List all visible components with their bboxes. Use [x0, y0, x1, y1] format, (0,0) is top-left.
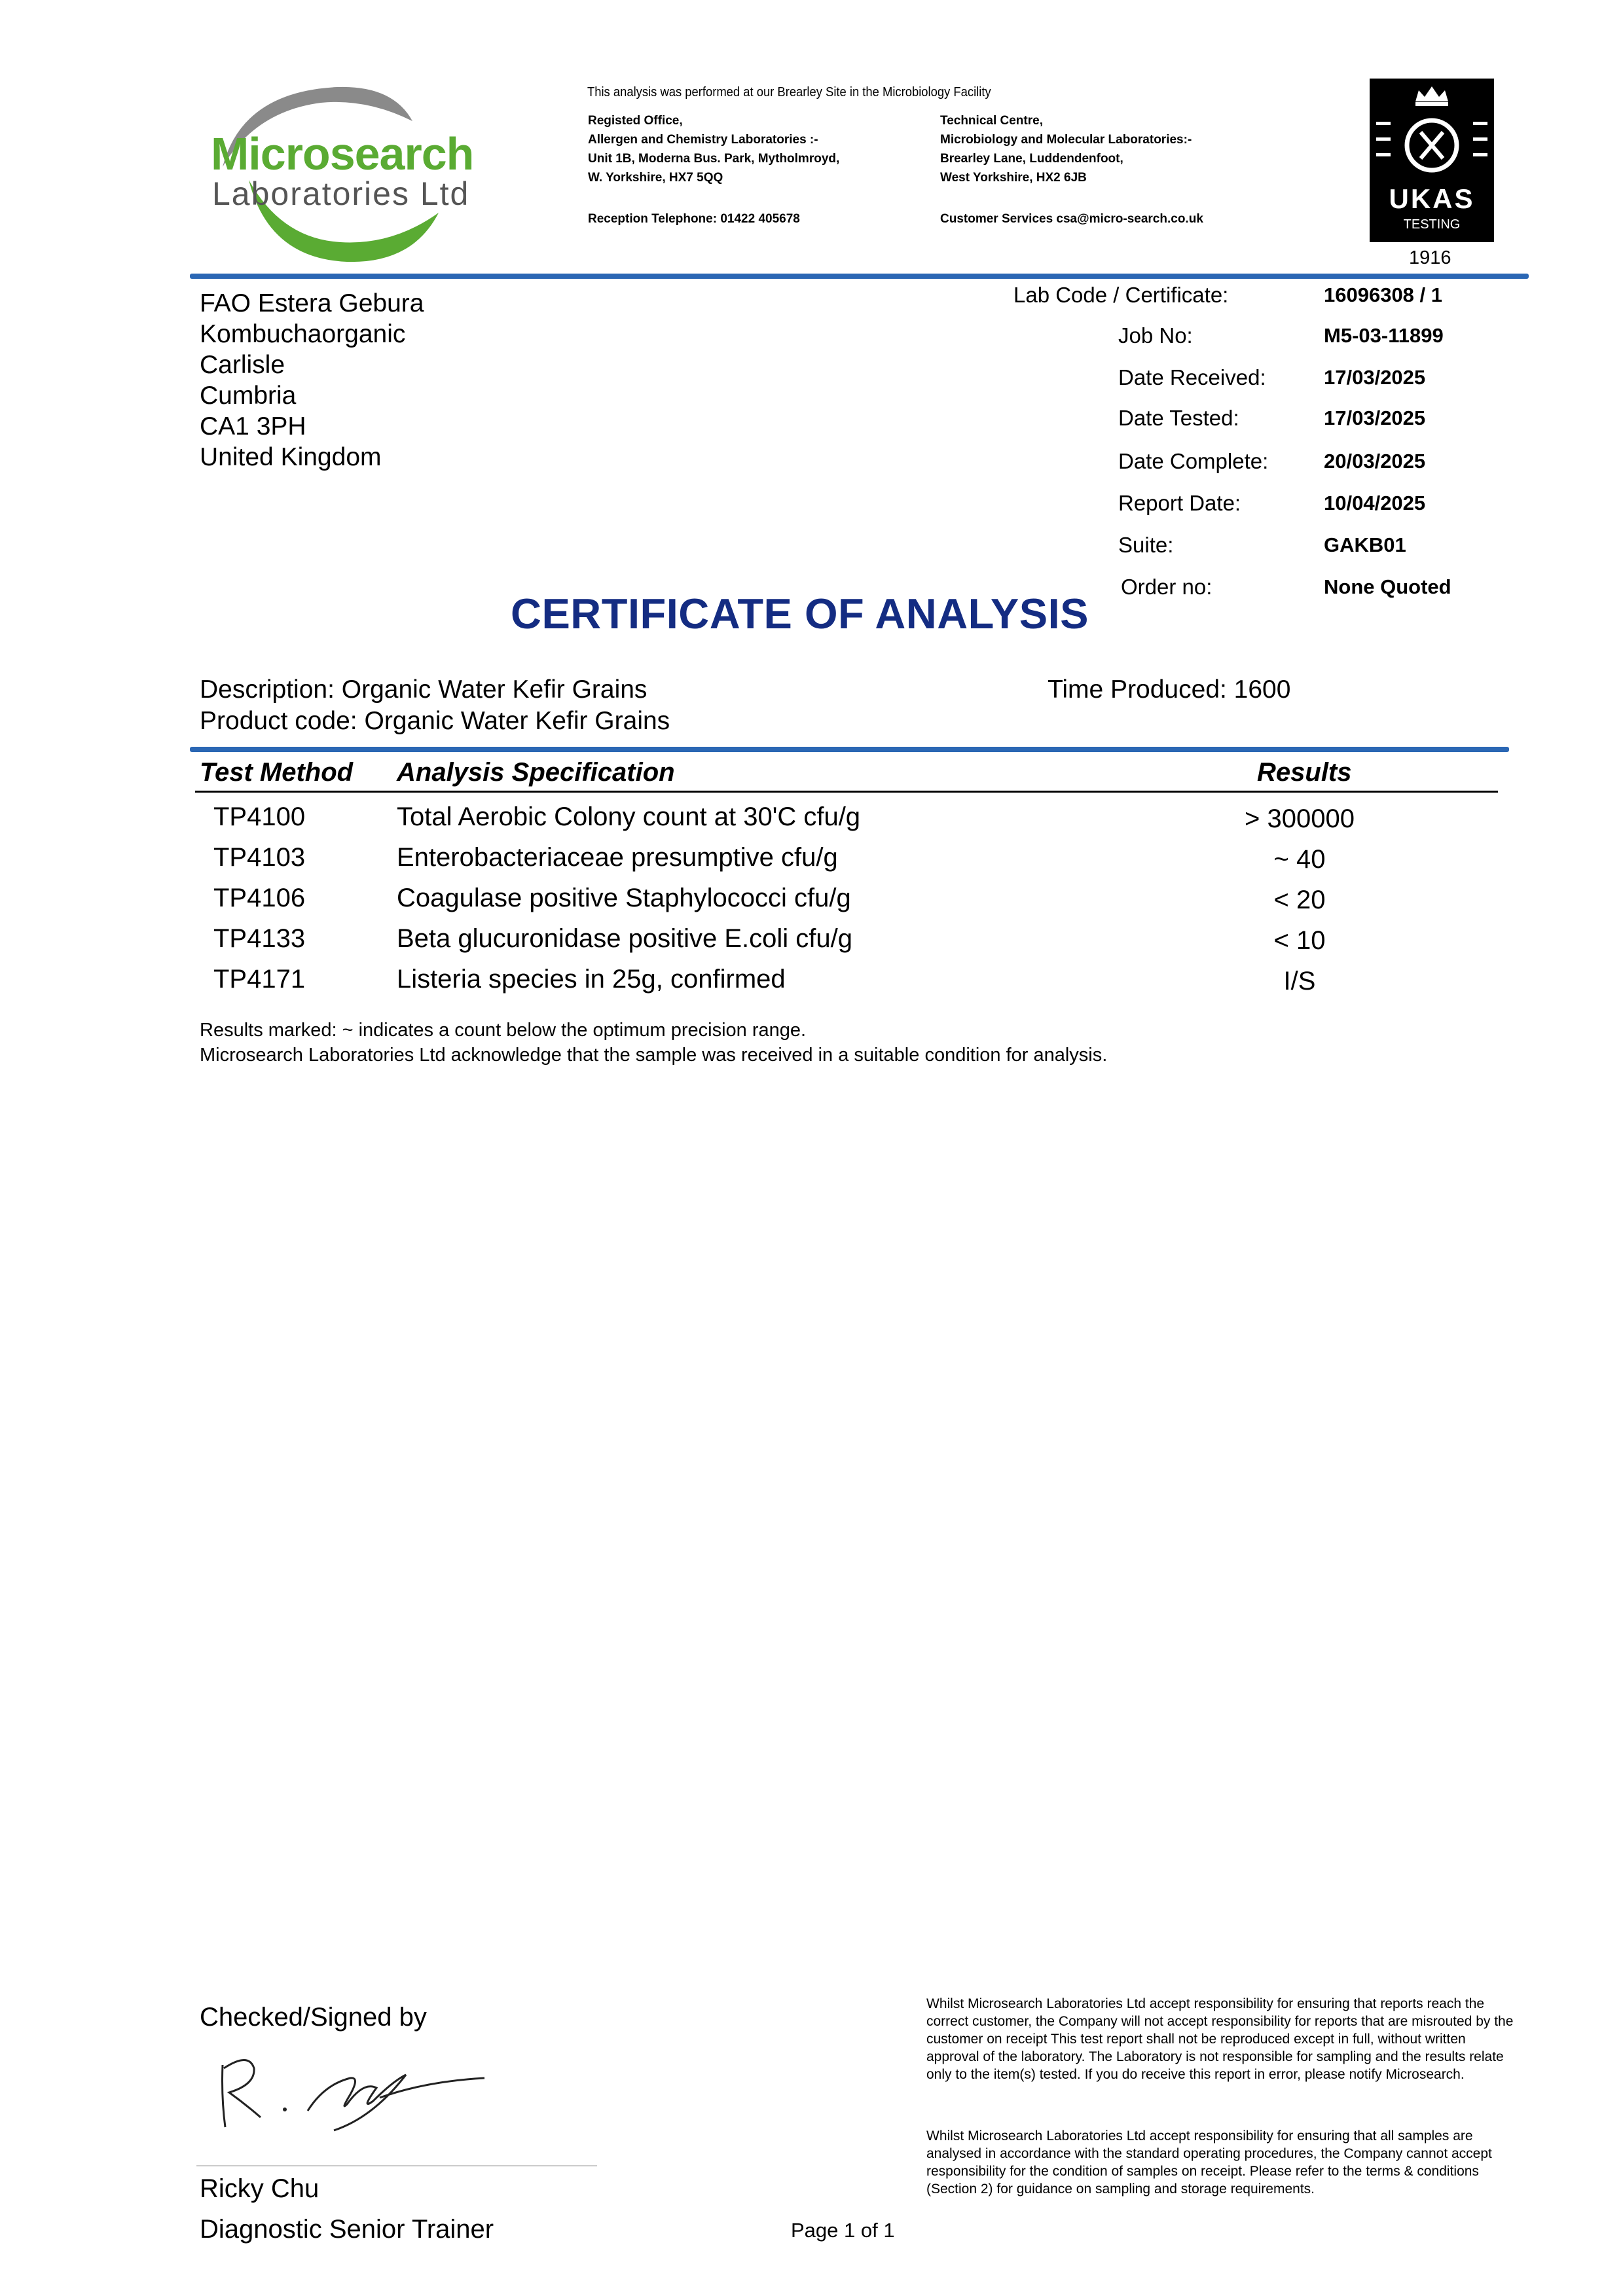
- meta-value: M5-03-11899: [1324, 324, 1444, 347]
- product-code: Product code: Organic Water Kefir Grains: [200, 707, 670, 735]
- description-divider: [190, 747, 1509, 752]
- technical-centre-line: Technical Centre,: [940, 114, 1043, 128]
- reception-telephone: Reception Telephone: 01422 405678: [588, 212, 800, 226]
- meta-value: 20/03/2025: [1324, 450, 1426, 473]
- row-method: TP4100: [213, 802, 306, 831]
- signature-line: [196, 2165, 597, 2166]
- page-number: Page 1 of 1: [791, 2219, 895, 2242]
- disclaimer-paragraph: Whilst Microsearch Laboratories Ltd accept responsibility for ensuring that reports reach the correct customer, the Company will not accept responsibility for reports that are misrouted by the customer on receipt This test report shall not be reproduced except in full, without written approval of the laboratory. The Laboratory is not responsible for sampling and the results relate only to the item(s) tested. If you do receive this report in error, please notify Microsearch.: [926, 1996, 1514, 2082]
- column-header-method: Test Method: [200, 758, 354, 787]
- time-produced: Time Produced: 1600: [1048, 675, 1291, 704]
- address-line: Kombuchaorganic: [200, 320, 406, 348]
- row-result: > 300000: [1245, 804, 1355, 833]
- recipient-address: [200, 288, 424, 473]
- disclaimer-paragraph: Whilst Microsearch Laboratories Ltd accept responsibility for ensuring that all samples are analysed in accordance with the standard operating procedures, the Company cannot accept responsibility for the condition of samples on receipt. Please refer to the terms & conditions (Section 2) for guidance on sampling and storage requirements.: [926, 2128, 1492, 2197]
- ukas-label: UKAS: [1389, 183, 1475, 214]
- meta-value: None Quoted: [1324, 575, 1451, 598]
- row-result: < 10: [1273, 926, 1326, 955]
- row-method: TP4171: [213, 965, 306, 994]
- customer-services: Customer Services csa@micro-search.co.uk: [940, 212, 1203, 226]
- signature-heading: Checked/Signed by: [200, 2003, 427, 2032]
- row-result: ~ 40: [1273, 845, 1326, 874]
- meta-label: Date Tested:: [1118, 406, 1239, 430]
- technical-centre: [940, 111, 1192, 187]
- row-method: TP4103: [213, 843, 306, 872]
- address-line: FAO Estera Gebura: [200, 289, 424, 317]
- registered-office-line: Unit 1B, Moderna Bus. Park, Mytholmroyd,: [588, 152, 840, 166]
- meta-value: GAKB01: [1324, 533, 1406, 556]
- signatory-name: Ricky Chu: [200, 2174, 319, 2203]
- address-line: Carlisle: [200, 351, 285, 379]
- meta-value: 10/04/2025: [1324, 492, 1426, 514]
- meta-label: Job No:: [1118, 323, 1193, 348]
- ukas-badge: [1370, 79, 1494, 242]
- company-logo: [196, 82, 511, 265]
- technical-centre-line: Microbiology and Molecular Laboratories:-: [940, 133, 1192, 147]
- technical-centre-line: West Yorkshire, HX2 6JB: [940, 171, 1087, 185]
- row-spec: Listeria species in 25g, confirmed: [397, 965, 786, 994]
- row-method: TP4133: [213, 924, 306, 953]
- row-result: < 20: [1273, 886, 1326, 914]
- row-method: TP4106: [213, 884, 306, 912]
- handwritten-signature: [210, 2039, 498, 2137]
- meta-label: Date Received:: [1118, 365, 1266, 389]
- row-result: I/S: [1283, 967, 1316, 996]
- meta-value: 17/03/2025: [1324, 406, 1426, 429]
- signatory-role: Diagnostic Senior Trainer: [200, 2215, 494, 2244]
- results-note: Results marked: ~ indicates a count below the optimum precision range.: [200, 1020, 807, 1041]
- row-spec: Total Aerobic Colony count at 30'C cfu/g: [397, 802, 861, 831]
- column-header-spec: Analysis Specification: [397, 758, 675, 787]
- meta-label: Report Date:: [1118, 491, 1241, 515]
- row-spec: Coagulase positive Staphylococci cfu/g: [397, 884, 851, 912]
- meta-label: Lab Code / Certificate:: [1013, 283, 1229, 307]
- address-line: Cumbria: [200, 382, 297, 410]
- row-spec: Beta glucuronidase positive E.coli cfu/g: [397, 924, 852, 953]
- meta-label: Order no:: [1121, 575, 1213, 599]
- row-spec: Enterobacteriaceae presumptive cfu/g: [397, 843, 838, 872]
- registered-office: [588, 111, 839, 187]
- address-line: United Kingdom: [200, 443, 382, 471]
- registered-office-line: W. Yorkshire, HX7 5QQ: [588, 171, 723, 185]
- registered-office-line: Registed Office,: [588, 114, 683, 128]
- meta-value: 16096308 / 1: [1324, 283, 1443, 306]
- description: Description: Organic Water Kefir Grains: [200, 675, 647, 704]
- ukas-number: 1916: [1409, 247, 1451, 268]
- header-divider: [190, 274, 1529, 279]
- logo-subtitle: Laboratories Ltd: [212, 175, 470, 212]
- registered-office-line: Allergen and Chemistry Laboratories :-: [588, 133, 818, 147]
- meta-value: 17/03/2025: [1324, 366, 1426, 389]
- logo-wordmark: Microsearch: [211, 128, 474, 179]
- condition-note: Microsearch Laboratories Ltd acknowledge that the sample was received in a suitable condition for analysis.: [200, 1045, 1108, 1066]
- meta-label: Date Complete:: [1118, 449, 1269, 473]
- header-underline: [195, 791, 1498, 793]
- technical-centre-line: Brearley Lane, Luddendenfoot,: [940, 152, 1123, 166]
- site-note: This analysis was performed at our Brearley Site in the Microbiology Facility: [587, 85, 991, 99]
- column-header-results: Results: [1257, 758, 1352, 787]
- signature-icon: [210, 2039, 498, 2137]
- address-line: CA1 3PH: [200, 412, 306, 440]
- ukas-sub: TESTING: [1403, 217, 1461, 232]
- document-title: CERTIFICATE OF ANALYSIS: [511, 590, 1089, 637]
- meta-label: Suite:: [1118, 533, 1174, 557]
